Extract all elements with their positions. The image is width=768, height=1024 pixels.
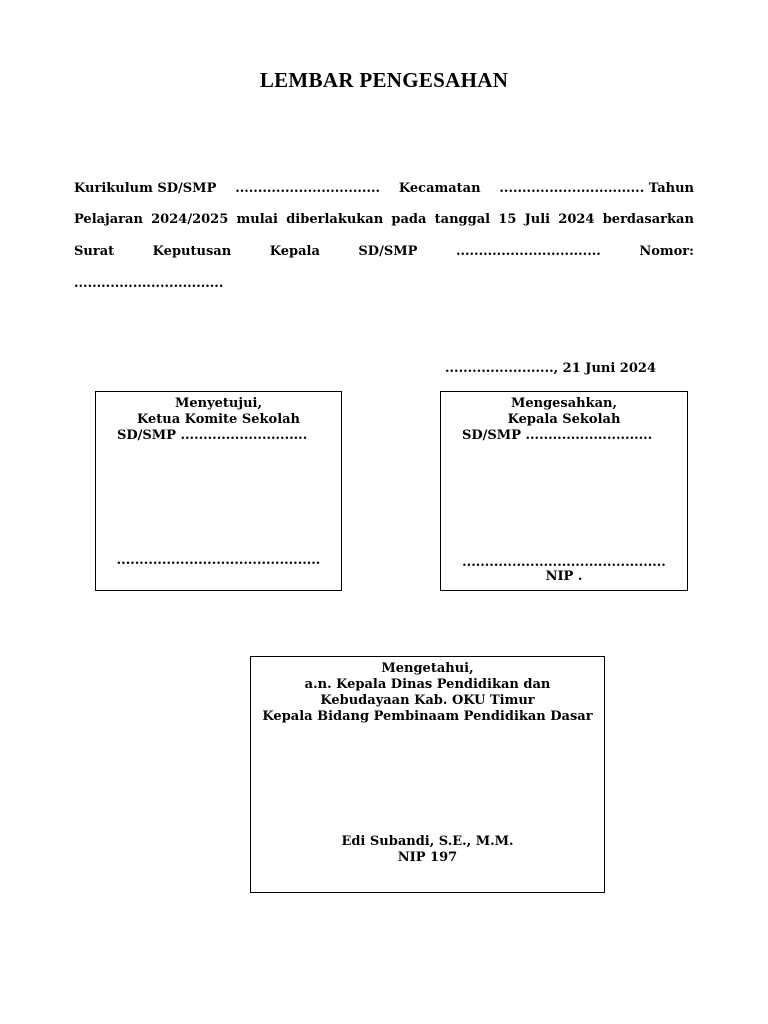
paragraph-word: Keputusan bbox=[152, 244, 232, 259]
ratification-role: Kepala Sekolah bbox=[507, 412, 621, 427]
acknowledgement-line-2: Kebudayaan Kab. OKU Timur bbox=[320, 693, 535, 708]
paragraph-word: tanggal bbox=[434, 212, 491, 227]
paragraph-word: mulai bbox=[236, 212, 278, 227]
signing-date: ........................, 21 Juni 2024 bbox=[445, 361, 656, 376]
signatory-name: Edi Subandi, S.E., M.M. bbox=[341, 834, 514, 849]
ratification-signature-line: ............................................. bbox=[462, 555, 666, 570]
paragraph-line-2 bbox=[74, 212, 694, 227]
paragraph-word: 2024/2025 bbox=[151, 212, 229, 227]
paragraph-word: ................................ bbox=[235, 181, 381, 196]
acknowledgement-line-1: a.n. Kepala Dinas Pendidikan dan bbox=[304, 677, 551, 692]
paragraph-word: Surat bbox=[74, 244, 115, 259]
acknowledgement-line-3: Kepala Bidang Pembinaam Pendidikan Dasar bbox=[262, 709, 593, 724]
paragraph-line-4 bbox=[74, 276, 694, 291]
paragraph-word: 15 bbox=[498, 212, 517, 227]
ratification-school: SD/SMP ............................ bbox=[462, 428, 653, 443]
ratification-signature-box bbox=[440, 391, 688, 591]
acknowledgement-heading: Mengetahui, bbox=[381, 661, 474, 676]
paragraph-word: diberlakukan bbox=[286, 212, 384, 227]
paragraph-word: ................................ Tahun bbox=[499, 181, 694, 196]
paragraph-word: ................................ bbox=[455, 244, 601, 259]
ratification-heading: Mengesahkan, bbox=[510, 396, 618, 411]
approval-role: Ketua Komite Sekolah bbox=[136, 412, 301, 427]
paragraph-word: 2024 bbox=[558, 212, 595, 227]
paragraph-word: pada bbox=[391, 212, 427, 227]
paragraph-word: SD/SMP bbox=[358, 244, 418, 259]
approval-signature-line: ............................................. bbox=[116, 553, 321, 568]
paragraph-word: Juli bbox=[524, 212, 551, 227]
paragraph-line-3 bbox=[74, 244, 694, 259]
acknowledgement-signature-box bbox=[250, 656, 605, 893]
paragraph-word: Kepala bbox=[269, 244, 320, 259]
approval-signature-box bbox=[95, 391, 342, 591]
paragraph-word: berdasarkan bbox=[602, 212, 694, 227]
approval-school: SD/SMP ............................ bbox=[117, 428, 308, 443]
paragraph-line-1 bbox=[74, 181, 694, 196]
paragraph-word: Nomor: bbox=[639, 244, 694, 259]
page-title: LEMBAR PENGESAHAN bbox=[259, 68, 509, 92]
ratification-nip: NIP . bbox=[545, 569, 583, 584]
paragraph-word: Pelajaran bbox=[74, 212, 143, 227]
signatory-nip: NIP 197 bbox=[397, 850, 458, 865]
paragraph-blank: ................................. bbox=[74, 276, 224, 291]
paragraph-word: Kurikulum SD/SMP bbox=[74, 181, 217, 196]
approval-heading: Menyetujui, bbox=[174, 396, 262, 411]
paragraph-word: Kecamatan bbox=[398, 181, 481, 196]
